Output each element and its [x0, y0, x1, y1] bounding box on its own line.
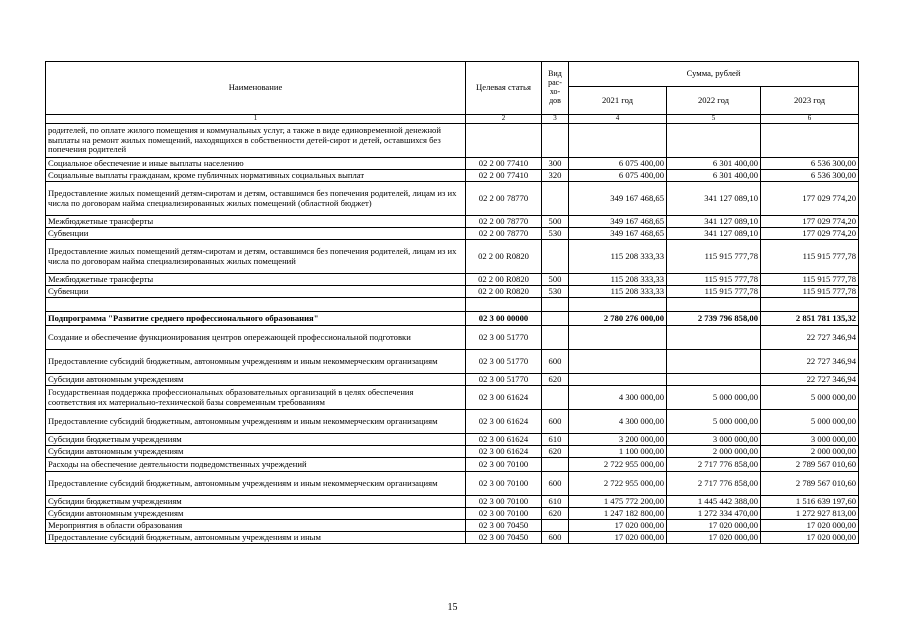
table-row: [46, 508, 859, 520]
cell-v2022: 115 915 777,78: [667, 240, 761, 274]
cell-kind: [542, 458, 569, 472]
cell-kind: [542, 312, 569, 326]
column-number: 2: [466, 115, 542, 124]
cell-name: Субвенции: [46, 286, 466, 298]
table-row: [46, 446, 859, 458]
cell-target: 02 2 00 78770: [466, 228, 542, 240]
table-row: [46, 228, 859, 240]
cell-v2021: [569, 326, 667, 350]
cell-v2023: 2 789 567 010,60: [761, 472, 859, 496]
cell-v2022: 6 301 400,00: [667, 170, 761, 182]
cell-target: [466, 124, 542, 158]
cell-target: 02 3 00 70100: [466, 508, 542, 520]
header-name: Наименование: [46, 62, 466, 115]
cell-v2023: 22 727 346,94: [761, 350, 859, 374]
column-number: 5: [667, 115, 761, 124]
cell-v2023: 5 000 000,00: [761, 410, 859, 434]
cell-name: Субсидии автономным учреждениям: [46, 446, 466, 458]
cell-name: Субсидии бюджетным учреждениям: [46, 496, 466, 508]
cell-v2022: 2 000 000,00: [667, 446, 761, 458]
cell-v2023: 2 000 000,00: [761, 446, 859, 458]
cell-kind: 500: [542, 216, 569, 228]
cell-v2022: 2 717 776 858,00: [667, 458, 761, 472]
cell-v2022: 17 020 000,00: [667, 520, 761, 532]
table-row: [46, 434, 859, 446]
cell-v2022: [667, 124, 761, 158]
cell-kind: 320: [542, 170, 569, 182]
cell-v2021: 3 200 000,00: [569, 434, 667, 446]
cell-target: 02 2 00 R0820: [466, 240, 542, 274]
table-row: [46, 158, 859, 170]
cell-target: 02 3 00 70100: [466, 458, 542, 472]
cell-v2022: 6 301 400,00: [667, 158, 761, 170]
cell-v2022: 5 000 000,00: [667, 410, 761, 434]
cell-target: 02 3 00 61624: [466, 386, 542, 410]
cell-target: 02 2 00 77410: [466, 158, 542, 170]
cell-kind: 530: [542, 228, 569, 240]
cell-kind: [542, 520, 569, 532]
cell-kind: 610: [542, 434, 569, 446]
cell-target: 02 2 00 R0820: [466, 286, 542, 298]
cell-kind: [542, 326, 569, 350]
cell-v2023: [761, 124, 859, 158]
cell-target: 02 3 00 61624: [466, 410, 542, 434]
cell-kind: 600: [542, 410, 569, 434]
cell-kind: 620: [542, 446, 569, 458]
cell-name: родителей, по оплате жилого помещения и коммунальных услуг, а также в виде единовременной денежной выплаты на ремонт жилых помещений, находящихся в собственности детей-сирот и детей, оставшихся без попечения родителей: [46, 124, 466, 158]
cell-v2021: 2 780 276 000,00: [569, 312, 667, 326]
cell-name: Предоставление субсидий бюджетным, автономным учреждениям и иным: [46, 532, 466, 544]
header-kind: Вид рас-хо-дов: [542, 62, 569, 115]
table-row: [46, 496, 859, 508]
table-row: [46, 312, 859, 326]
cell-target: 02 3 00 61624: [466, 434, 542, 446]
cell-name: [46, 298, 466, 312]
cell-name: Межбюджетные трансферты: [46, 274, 466, 286]
cell-name: Предоставление жилых помещений детям-сиротам и детям, оставшимся без попечения родителей, лицам из их числа по договорам найма специализированных жилых помещений (областной бюджет): [46, 182, 466, 216]
cell-kind: 600: [542, 532, 569, 544]
cell-name: Социальное обеспечение и иные выплаты населению: [46, 158, 466, 170]
cell-v2021: 6 075 400,00: [569, 170, 667, 182]
cell-v2023: 6 536 300,00: [761, 158, 859, 170]
cell-v2021: 4 300 000,00: [569, 410, 667, 434]
table-row: [46, 240, 859, 274]
cell-name: Расходы на обеспечение деятельности подведомственных учреждений: [46, 458, 466, 472]
cell-v2023: 17 020 000,00: [761, 520, 859, 532]
table-row: [46, 520, 859, 532]
cell-v2023: 2 789 567 010,60: [761, 458, 859, 472]
cell-target: 02 3 00 70450: [466, 532, 542, 544]
cell-v2022: 341 127 089,10: [667, 228, 761, 240]
cell-v2021: 2 722 955 000,00: [569, 458, 667, 472]
cell-v2023: 1 516 639 197,60: [761, 496, 859, 508]
cell-name: Создание и обеспечение функционирования центров опережающей профессиональной подготовки: [46, 326, 466, 350]
cell-target: 02 3 00 51770: [466, 326, 542, 350]
cell-v2022: [667, 298, 761, 312]
cell-kind: 620: [542, 508, 569, 520]
cell-v2021: [569, 350, 667, 374]
cell-v2021: [569, 124, 667, 158]
table-row: [46, 374, 859, 386]
cell-v2023: 5 000 000,00: [761, 386, 859, 410]
table-body: [46, 124, 859, 544]
table-row: [46, 216, 859, 228]
cell-name: Предоставление субсидий бюджетным, автономным учреждениям и иным некоммерческим организациям: [46, 350, 466, 374]
cell-target: 02 3 00 51770: [466, 350, 542, 374]
cell-v2022: 3 000 000,00: [667, 434, 761, 446]
cell-v2021: 349 167 468,65: [569, 182, 667, 216]
cell-kind: 530: [542, 286, 569, 298]
cell-target: 02 2 00 78770: [466, 216, 542, 228]
table-row: [46, 326, 859, 350]
header-target: Целевая статья: [466, 62, 542, 115]
cell-v2021: 1 247 182 800,00: [569, 508, 667, 520]
cell-target: 02 3 00 70100: [466, 472, 542, 496]
cell-v2023: 177 029 774,20: [761, 216, 859, 228]
cell-v2022: 1 445 442 388,00: [667, 496, 761, 508]
cell-v2023: 1 272 927 813,00: [761, 508, 859, 520]
table-row: [46, 170, 859, 182]
cell-kind: 610: [542, 496, 569, 508]
cell-v2022: 115 915 777,78: [667, 286, 761, 298]
cell-name: Предоставление жилых помещений детям-сиротам и детям, оставшимся без попечения родителей, лицам из их числа по договорам найма специализированных жилых помещений: [46, 240, 466, 274]
cell-kind: 600: [542, 350, 569, 374]
table-row: [46, 386, 859, 410]
cell-v2023: 177 029 774,20: [761, 182, 859, 216]
cell-v2023: 3 000 000,00: [761, 434, 859, 446]
cell-name: Социальные выплаты гражданам, кроме публичных нормативных социальных выплат: [46, 170, 466, 182]
cell-v2021: [569, 374, 667, 386]
cell-name: Предоставление субсидий бюджетным, автономным учреждениям и иным некоммерческим организациям: [46, 472, 466, 496]
cell-v2022: 2 717 776 858,00: [667, 472, 761, 496]
cell-name: Мероприятия в области образования: [46, 520, 466, 532]
table-row: [46, 298, 859, 312]
cell-v2023: 177 029 774,20: [761, 228, 859, 240]
cell-target: [466, 298, 542, 312]
cell-v2023: 17 020 000,00: [761, 532, 859, 544]
cell-v2023: 6 536 300,00: [761, 170, 859, 182]
cell-kind: [542, 386, 569, 410]
cell-v2021: [569, 298, 667, 312]
cell-v2022: 1 272 334 470,00: [667, 508, 761, 520]
cell-v2021: 17 020 000,00: [569, 532, 667, 544]
cell-v2022: 17 020 000,00: [667, 532, 761, 544]
cell-v2021: 4 300 000,00: [569, 386, 667, 410]
cell-kind: [542, 124, 569, 158]
column-number: 3: [542, 115, 569, 124]
cell-target: 02 2 00 R0820: [466, 274, 542, 286]
cell-kind: [542, 240, 569, 274]
table-row: [46, 458, 859, 472]
header-year-2022: 2022 год: [667, 87, 761, 115]
cell-name: Подпрограмма "Развитие среднего профессионального образования": [46, 312, 466, 326]
cell-v2022: [667, 374, 761, 386]
cell-name: Субсидии автономным учреждениям: [46, 374, 466, 386]
cell-target: 02 3 00 70450: [466, 520, 542, 532]
cell-kind: 620: [542, 374, 569, 386]
cell-kind: 300: [542, 158, 569, 170]
budget-table: [45, 61, 859, 544]
cell-name: Субсидии автономным учреждениям: [46, 508, 466, 520]
cell-v2021: 1 100 000,00: [569, 446, 667, 458]
table-row: [46, 124, 859, 158]
cell-v2021: 115 208 333,33: [569, 274, 667, 286]
cell-target: 02 3 00 00000: [466, 312, 542, 326]
cell-target: 02 3 00 70100: [466, 496, 542, 508]
cell-name: Субвенции: [46, 228, 466, 240]
cell-v2022: 341 127 089,10: [667, 216, 761, 228]
cell-v2023: 115 915 777,78: [761, 274, 859, 286]
cell-kind: 600: [542, 472, 569, 496]
table-row: [46, 350, 859, 374]
cell-v2023: [761, 298, 859, 312]
cell-target: 02 3 00 61624: [466, 446, 542, 458]
cell-v2022: 5 000 000,00: [667, 386, 761, 410]
column-number: 6: [761, 115, 859, 124]
header-sum: Сумма, рублей: [569, 62, 859, 87]
cell-v2021: 6 075 400,00: [569, 158, 667, 170]
cell-v2022: 341 127 089,10: [667, 182, 761, 216]
cell-name: Государственная поддержка профессиональных образовательных организаций в целях обеспечения соответствия их материально-технической базы современным требованиям: [46, 386, 466, 410]
cell-v2022: 115 915 777,78: [667, 274, 761, 286]
cell-v2023: 115 915 777,78: [761, 240, 859, 274]
cell-v2022: [667, 350, 761, 374]
cell-v2021: 2 722 955 000,00: [569, 472, 667, 496]
cell-v2021: 115 208 333,33: [569, 286, 667, 298]
header-year-2021: 2021 год: [569, 87, 667, 115]
cell-name: Межбюджетные трансферты: [46, 216, 466, 228]
cell-v2022: [667, 326, 761, 350]
cell-v2023: 22 727 346,94: [761, 326, 859, 350]
column-number: 1: [46, 115, 466, 124]
cell-kind: [542, 298, 569, 312]
header-year-2023: 2023 год: [761, 87, 859, 115]
cell-kind: [542, 182, 569, 216]
cell-v2023: 22 727 346,94: [761, 374, 859, 386]
table-row: [46, 410, 859, 434]
cell-target: 02 2 00 78770: [466, 182, 542, 216]
cell-kind: 500: [542, 274, 569, 286]
cell-v2023: 115 915 777,78: [761, 286, 859, 298]
table-row: [46, 472, 859, 496]
table-row: [46, 182, 859, 216]
cell-v2022: 2 739 796 858,00: [667, 312, 761, 326]
cell-v2021: 349 167 468,65: [569, 228, 667, 240]
cell-v2023: 2 851 781 135,32: [761, 312, 859, 326]
page-number: 15: [447, 602, 458, 613]
cell-target: 02 3 00 51770: [466, 374, 542, 386]
table-row: [46, 274, 859, 286]
cell-v2021: 17 020 000,00: [569, 520, 667, 532]
cell-v2021: 1 475 772 200,00: [569, 496, 667, 508]
cell-target: 02 2 00 77410: [466, 170, 542, 182]
column-number: 4: [569, 115, 667, 124]
cell-name: Субсидии бюджетным учреждениям: [46, 434, 466, 446]
table-row: [46, 532, 859, 544]
cell-v2021: 349 167 468,65: [569, 216, 667, 228]
table-row: [46, 286, 859, 298]
cell-name: Предоставление субсидий бюджетным, автономным учреждениям и иным некоммерческим организациям: [46, 410, 466, 434]
cell-v2021: 115 208 333,33: [569, 240, 667, 274]
